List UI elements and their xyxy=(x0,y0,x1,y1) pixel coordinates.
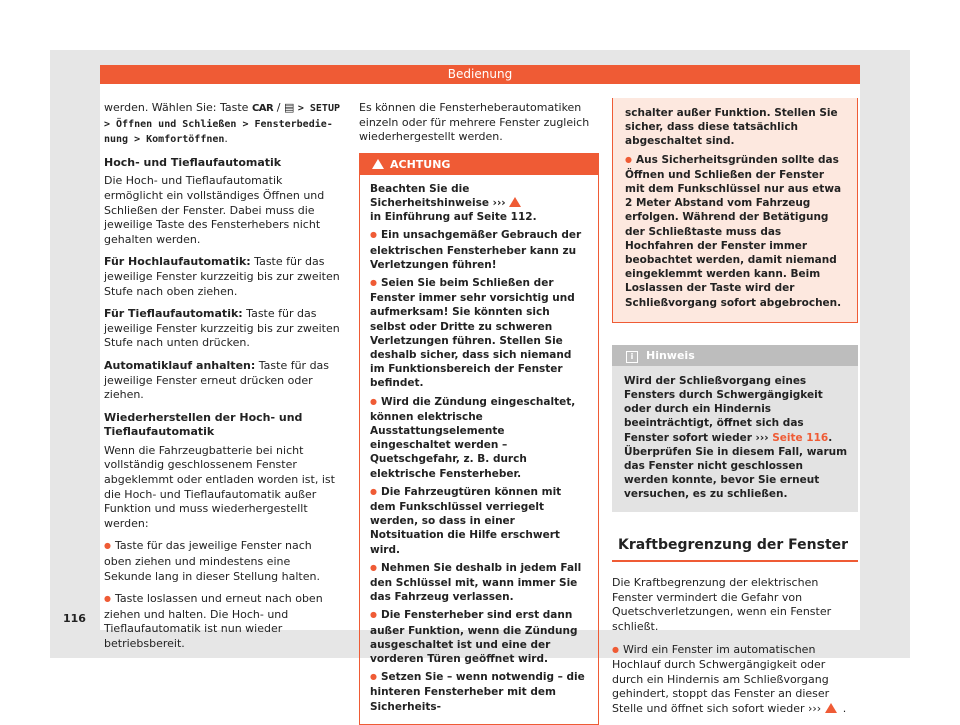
warning-intro-link: in Einführung auf Seite 112. xyxy=(370,211,537,224)
label-hochlauf: Für Hochlaufautomatik: xyxy=(104,255,251,269)
paragraph-hochlauf xyxy=(104,255,340,299)
warning-cont-bullet: ● Aus Sicherheitsgründen sollte das Öffnen und Schließen der Fenster mit dem Funkschlüssel nur aus etwa 2 Meter Abstand vom Fahrzeug erfolgen. Während der Betätigung der Schließtaste muss das Hochfahren der Fenster immer beobachtet werden, damit niemand eingeklemmt werden kann. Beim Loslassen der Taste wird der Schließvorgang sofort abgebrochen. xyxy=(625,153,847,310)
paragraph-automatik: Die Hoch- und Tieflaufautomatik ermöglicht ein vollständiges Öffnen und Schließen der Fenster. Dabei muss die jeweilige Taste des Fensterhebers nicht gehalten werden. xyxy=(104,174,325,246)
menu-icon: ▤ xyxy=(283,101,295,114)
paragraph-kraftbegrenzung: Die Kraftbegrenzung der elektrischen Fenster vermindert die Gefahr von Quetschverletzungen, wenn ein Fenster schließt. xyxy=(612,576,832,634)
warning-icon xyxy=(372,159,384,169)
text-anhalten: Taste für das jeweilige Fenster erneut drücken oder ziehen. xyxy=(104,358,330,402)
bullet-1: ● Taste für das jeweilige Fenster nach oben ziehen und mindestens eine Sekunde lang in dieser Stellung halten. xyxy=(104,539,340,584)
warning-item: ● Seien Sie beim Schließen der Fenster immer sehr vorsichtig und aufmerksam! Sie könnten sich selbst oder Dritte zu schweren Verletzungen führen. Stellen Sie deshalb sicher, dass sich niemand im Funktionsbereich der Fenster befindet. xyxy=(370,276,588,391)
warning-item: ● Die Fensterheber sind erst dann außer Funktion, wenn die Zündung ausgeschaltet ist und eine der vorderen Türen geöffnet wird. xyxy=(370,608,588,666)
warning-item: ● Wird die Zündung eingeschaltet, können elektrische Ausstattungselemente eingeschaltet werden – Quetschgefahr, z. B. durch elektrische Fensterheber. xyxy=(370,395,588,481)
hint-body xyxy=(612,366,858,512)
hint-title: Hinweis xyxy=(646,348,695,362)
car-icon: CAR xyxy=(251,103,274,114)
heading-wiederherstellen: Wiederherstellen der Hoch- und Tieflaufautomatik xyxy=(104,410,303,439)
warning-body xyxy=(360,175,598,724)
bullet-kraftbegrenzung: ● Wird ein Fenster im automatischen Hochlauf durch Schwergängigkeit oder durch ein Hindernis am Schließvorgang gehindert, stoppt das Fenster an dieser Stelle und öffnet sich sofort wieder ››› . xyxy=(612,643,858,717)
info-icon: i xyxy=(626,351,638,363)
warning-continued xyxy=(612,98,858,323)
warning-item: ● Ein unsachgemäßer Gebrauch der elektrischen Fensterheber kann zu Verletzungen führen! xyxy=(370,228,588,272)
column-3 xyxy=(612,101,858,725)
page-number: 116 xyxy=(63,612,86,625)
paragraph-tieflauf xyxy=(104,307,340,351)
column-1 xyxy=(104,101,340,660)
intro-suffix: . xyxy=(224,132,228,146)
hint-page-link[interactable]: Seite 116 xyxy=(772,431,829,444)
label-tieflauf: Für Tieflaufautomatik: xyxy=(104,307,243,321)
hint-text: Wird der Schließvorgang eines Fensters durch Schwergängigkeit oder durch ein Hindernis beeinträchtigt, öffnet sich das Fenster sofort wieder ››› xyxy=(624,374,823,444)
text-tieflauf: Taste für das jeweilige Fenster kurzzeitig bis zur zweiten Stufe nach unten drücken. xyxy=(104,307,340,350)
hint-text-end: . Überprüfen Sie in diesem Fall, warum das Fenster nicht geschlossen werden konnte, bevor Sie erneut versuchen, es zu schließen. xyxy=(624,431,848,501)
warning-icon-inline xyxy=(509,197,521,207)
warning-cont-text: schalter außer Funktion. Stellen Sie sicher, dass diese tatsächlich abgeschaltet sind. xyxy=(625,107,838,148)
menu-path: > SETUP > Öffnen und Schließen > Fensterbedie-nung > Komfortöffnen xyxy=(104,103,340,146)
warning-header xyxy=(360,154,598,175)
paragraph-automatiken: Es können die Fensterheberautomatiken einzeln oder für mehrere Fenster zugleich wiederhergestellt werden. xyxy=(359,101,590,144)
hint-header xyxy=(612,345,858,366)
warning-item: ● Setzen Sie – wenn notwendig – die hinteren Fensterheber mit dem Sicherheits- xyxy=(370,670,588,714)
paragraph-anhalten xyxy=(104,359,340,403)
bullet-kraft-text: Wird ein Fenster im automatischen Hochlauf durch Schwergängigkeit oder durch ein Hindernis am Schließvorgang gehindert, stoppt das Fenster an dieser Stelle und öffnet sich sofort wieder ››› xyxy=(612,642,830,716)
warning-intro xyxy=(370,182,588,225)
hint-box xyxy=(612,345,858,512)
intro-paragraph: werden. Wählen Sie: Taste CAR / ▤ > SETUP > Öffnen und Schließen > Fensterbedie-nung > Komfortöffnen. xyxy=(104,101,340,146)
intro-text: werden. Wählen Sie: Taste xyxy=(104,101,252,114)
warning-item: ● Die Fahrzeugtüren können mit dem Funkschlüssel verriegelt werden, so dass in einer Notsituation die Hilfe erschwert wird. xyxy=(370,485,588,557)
text-hochlauf: Taste für das jeweilige Fenster kurzzeitig bis zur zweiten Stufe nach oben ziehen. xyxy=(104,255,340,298)
paragraph-wiederherstellen: Wenn die Fahrzeugbatterie bei nicht vollständig geschlossenem Fenster abgeklemmt oder entladen worden ist, ist die Hoch- und Tieflaufautomatik außer Funktion und muss wiederhergestellt werden: xyxy=(104,443,335,530)
label-anhalten: Automatiklauf anhalten: xyxy=(104,358,256,372)
warning-title: ACHTUNG xyxy=(390,157,451,171)
warning-box xyxy=(359,153,599,725)
section-title: Kraftbegrenzung der Fenster xyxy=(612,538,858,563)
bullet-2: ● Taste loslassen und erneut nach oben ziehen und halten. Die Hoch- und Tieflaufautomatik ist nun wieder betriebsbereit. xyxy=(104,592,340,651)
column-2 xyxy=(359,101,599,725)
warning-icon-inline[interactable] xyxy=(825,703,837,713)
warning-item: ● Nehmen Sie deshalb in jedem Fall den Schlüssel mit, wann immer Sie das Fahrzeug verlassen. xyxy=(370,561,588,605)
page-header: Bedienung xyxy=(100,65,860,84)
warning-intro-text: Beachten Sie die Sicherheitshinweise ››› xyxy=(370,182,510,209)
heading-automatik: Hoch- und Tieflaufautomatik xyxy=(104,155,282,169)
